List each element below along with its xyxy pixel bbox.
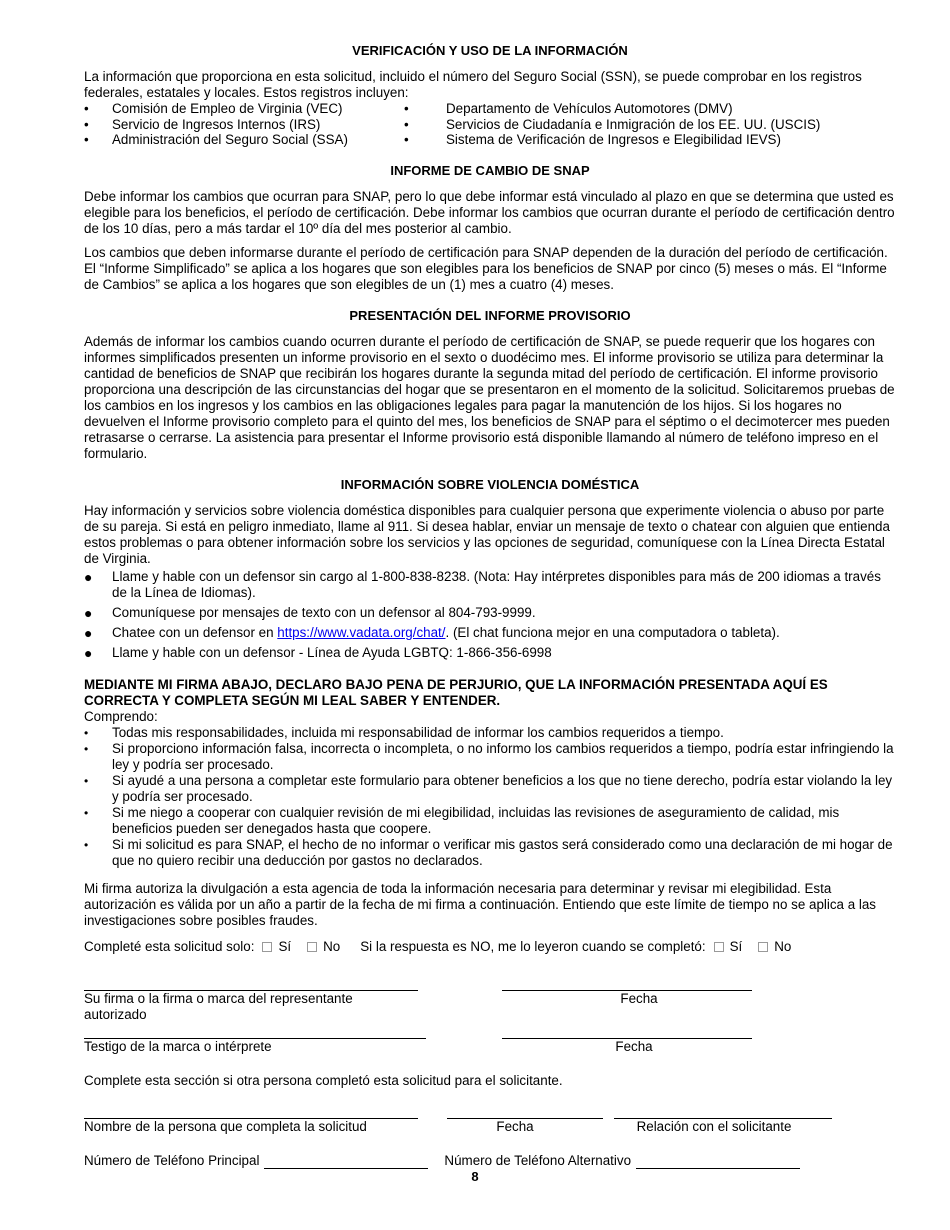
q1-yes-label: Sí (278, 938, 292, 954)
verification-intro: La información que proporciona en esta solicitud, incluido el número del Seguro Social (SSN), se puede comprobar en los registros federales, estatales y locales. Estos registros incluyen: (84, 69, 862, 100)
preparer-date-field[interactable] (447, 1118, 603, 1135)
record-item: • Servicios de Ciudadanía e Inmigración de los EE. UU. (USCIS) (404, 116, 821, 132)
interim-paragraph: Además de informar los cambios cuando ocurren durante el período de certificación de SNAP, se puede requerir que los hogares con informes simplificados presenten un informe provisorio en el sexto o duodécimo mes. El informe provisorio se utiliza para determinar la cantidad de beneficios de SNAP que recibirán los hogares durante la segunda mitad del período de certificación. El informe provisorio proporciona una descripción de las circunstancias del hogar que se presentaron en el momento de la solicitud. Solicitaremos pruebas de los cambios en los ingresos y los cambios en las obligaciones legales para pagar la manutención de los hijos. Si los hogares no devuelven el Informe provisorio completo para el quinto del mes, los beneficios de SNAP para el séptimo o el decimotercer mes pueden retrasarse o cerrarse. La asistencia para presentar el Informe provisorio está disponible llamando al número de teléfono impreso en el formulario. (84, 333, 895, 461)
phone-alt-label: Número de Teléfono Alternativo (444, 1153, 632, 1168)
dv-list (84, 569, 896, 661)
page-number: 8 (471, 1169, 479, 1184)
understand-item: • Si ayudé a una persona a completar este formulario para obtener beneficios a los que no tiene derecho, podría estar violando la ley y podría ser procesado. (84, 772, 893, 804)
snap-section (84, 162, 896, 293)
witness-signature-field[interactable] (84, 1038, 426, 1055)
record-item: • Servicio de Ingresos Internos (IRS) (84, 116, 321, 132)
interim-title: PRESENTACIÓN DEL INFORME PROVISORIO (349, 307, 631, 323)
applicant-signature-field[interactable] (84, 990, 418, 1023)
declaration-section (84, 677, 896, 929)
understand-item: • Si me niego a cooperar con cualquier revisión de mi elegibilidad, incluidas las revisiones de aseguramiento de calidad, mis beneficios pueden ser denegados hasta que coopere. (84, 804, 840, 836)
dv-item: ● Chatee con un defensor en https://www.vadata.org/chat/. (El chat funciona mejor en una computadora o tableta). (84, 624, 780, 641)
witness-date-field[interactable] (502, 1038, 752, 1055)
dv-title: INFORMACIÓN SOBRE VIOLENCIA DOMÉSTICA (340, 476, 640, 492)
q-completed-alone: Completé esta solicitud solo: (84, 938, 255, 954)
snap-paragraph-1: Debe informar los cambios que ocurran para SNAP, pero lo que debe informar está vinculado al plazo en que se determina que usted es elegible para los beneficios, el período de certificación. Debe informar los cambios que ocurran durante el período de certificación dentro de los 10 días, pero a más tardar el 10º día del mes posterior al cambio. (84, 188, 895, 236)
phone-main-label: Número de Teléfono Principal (84, 1153, 260, 1168)
other-person-note: Complete esta sección si otra persona completó esta solicitud para el solicitante. (84, 1073, 563, 1088)
applicant-signature-label: Su firma o la firma o marca del representante autorizado (84, 991, 353, 1022)
relationship-label: Relación con el solicitante (636, 1119, 792, 1134)
understand-label: Comprendo: (84, 708, 158, 724)
preparer-date-label: Fecha (496, 1119, 534, 1134)
q1-yes-checkbox[interactable] (262, 942, 272, 952)
completion-questions (84, 939, 896, 955)
q-read-to-me: Si la respuesta es NO, me lo leyeron cuando se completó: (360, 938, 706, 954)
relationship-field[interactable] (614, 1118, 832, 1135)
phone-row (84, 1153, 800, 1169)
record-item: • Comisión de Empleo de Virginia (VEC) (84, 101, 343, 116)
record-item: • Sistema de Verificación de Ingresos e Elegibilidad IEVS) (404, 132, 781, 147)
applicant-date-label: Fecha (620, 991, 658, 1006)
dv-item: ● Llame y hable con un defensor - Línea de Ayuda LGBTQ: 1-866-356-6998 (84, 644, 552, 661)
q2-no-label: No (774, 938, 792, 954)
witness-label: Testigo de la marca o intérprete (84, 1039, 272, 1054)
form-page (84, 42, 896, 955)
q1-no-checkbox[interactable] (307, 942, 317, 952)
snap-paragraph-2: Los cambios que deben informarse durante el período de certificación para SNAP dependen de la duración del período de certificación. El “Informe Simplificado” se aplica a los hogares que son elegibles para los beneficios de SNAP por cinco (5) meses o más. El “Informe de Cambios” se aplica a los hogares que son elegibles de un (1) mes a cuatro (4) meses. (84, 244, 888, 292)
q2-yes-label: Sí (729, 938, 743, 954)
preparer-name-label: Nombre de la persona que completa la solicitud (84, 1119, 367, 1134)
record-item: • Administración del Seguro Social (SSA) (84, 132, 348, 147)
understand-item: • Si mi solicitud es para SNAP, el hecho de no informar o verificar mis gastos será considerado como una declaración de mi hogar de que no quiero recibir una deducción por gastos no declarados. (84, 836, 893, 868)
dv-paragraph: Hay información y servicios sobre violencia doméstica disponibles para cualquier persona que experimente violencia o abuso por parte de su pareja. Si está en peligro inmediato, llame al 911. Si desea hablar, enviar un mensaje de texto o chatear con alguien que entienda estos problemas o para obtener información sobre los servicios y las opciones de seguridad, comuníquese con la Línea Directa Estatal de Virginia. (84, 502, 890, 566)
snap-title: INFORME DE CAMBIO DE SNAP (390, 162, 590, 178)
records-list (84, 101, 896, 148)
phone-alt-field[interactable] (636, 1155, 800, 1169)
q2-no-checkbox[interactable] (758, 942, 768, 952)
preparer-name-field[interactable] (84, 1118, 418, 1135)
chat-link[interactable]: https://www.vadata.org/chat/ (277, 624, 446, 640)
dv-item: ● Llame y hable con un defensor sin cargo al 1-800-838-8238. (Nota: Hay intérpretes disponibles para más de 200 idiomas a través de la Línea de Idiomas). (84, 568, 881, 600)
interim-section (84, 307, 896, 462)
dv-section (84, 476, 896, 661)
understand-item: • Si proporciono información falsa, incorrecta o incompleta, o no informo los cambios requeridos a tiempo, podría estar infringiendo la ley y podría ser procesado. (84, 740, 894, 772)
q2-yes-checkbox[interactable] (714, 942, 724, 952)
verification-section (84, 42, 896, 148)
declaration-statement: MEDIANTE MI FIRMA ABAJO, DECLARO BAJO PENA DE PERJURIO, QUE LA INFORMACIÓN PRESENTADA AQUÍ ES CORRECTA Y COMPLETA SEGÚN MI LEAL SABER Y ENTENDER. (84, 676, 828, 708)
applicant-date-field[interactable] (502, 990, 752, 1007)
authorization-paragraph: Mi firma autoriza la divulgación a esta agencia de toda la información necesaria para determinar y revisar mi elegibilidad. Esta autorización es válida por un año a partir de la fecha de mi firma a continuación. Entiendo que este límite de tiempo no se aplica a las investigaciones sobre posibles fraudes. (84, 880, 877, 928)
record-item: • Departamento de Vehículos Automotores (DMV) (404, 101, 733, 116)
understand-list (84, 725, 896, 869)
phone-main-field[interactable] (264, 1155, 428, 1169)
witness-date-label: Fecha (615, 1039, 653, 1054)
verification-title: VERIFICACIÓN Y USO DE LA INFORMACIÓN (352, 43, 628, 58)
dv-item: ● Comuníquese por mensajes de texto con un defensor al 804-793-9999. (84, 604, 536, 621)
q1-no-label: No (323, 938, 341, 954)
understand-item: • Todas mis responsabilidades, incluida mi responsabilidad de informar los cambios requeridos a tiempo. (84, 724, 724, 740)
